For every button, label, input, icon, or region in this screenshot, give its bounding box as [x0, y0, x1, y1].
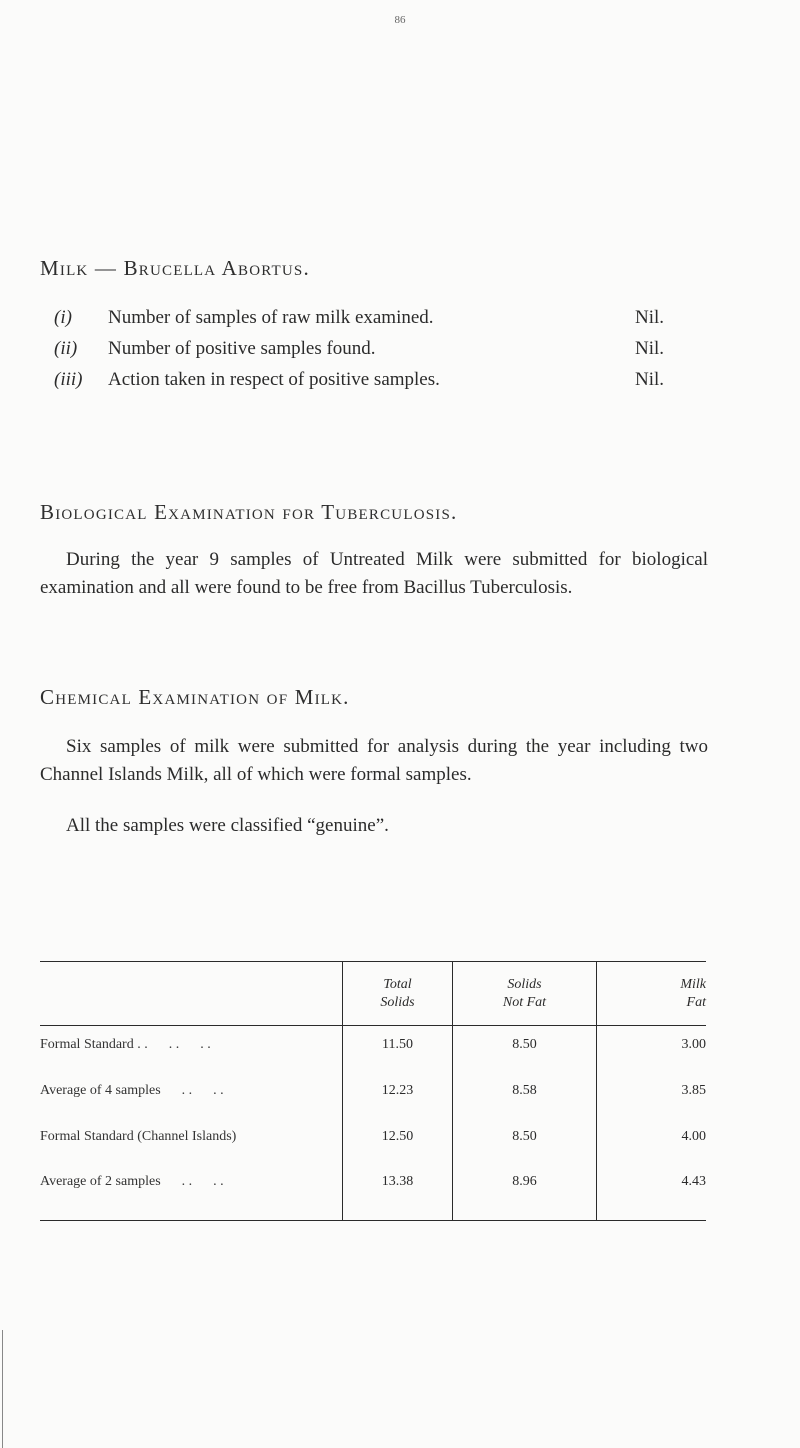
- page-edge-mark: [2, 1330, 3, 1448]
- cell-milk-fat: 4.43: [681, 1174, 706, 1189]
- column-header-line: Fat: [686, 995, 706, 1010]
- cell-solids-not-fat: 8.50: [512, 1129, 537, 1144]
- item-text: Action taken in respect of positive samples.: [108, 369, 440, 390]
- item-text: Number of samples of raw milk examined.: [108, 307, 434, 328]
- column-header-solids-not-fat: [453, 976, 596, 1012]
- chemical-heading: Chemical Examination of Milk.: [40, 685, 350, 709]
- chemical-paragraph: Six samples of milk were submitted for analysis during the year including two Channel Islands Milk, all of which were formal samples.: [40, 736, 708, 785]
- page-number: 86: [394, 14, 406, 26]
- cell-solids-not-fat: 8.96: [512, 1174, 537, 1189]
- cell-total-solids: 12.50: [381, 1129, 414, 1144]
- item-numeral: (i): [54, 307, 72, 328]
- column-header-line: Total: [383, 977, 412, 992]
- item-text: Number of positive samples found.: [108, 338, 376, 359]
- cell-milk-fat: 3.00: [681, 1037, 706, 1052]
- row-label: Formal Standard . . . . . .: [40, 1037, 211, 1052]
- item-numeral: (iii): [54, 369, 83, 390]
- row-label: Average of 2 samples . . . .: [40, 1174, 224, 1189]
- table-bottom-rule: [40, 1220, 706, 1221]
- column-header-total-solids: [343, 976, 452, 1012]
- table-top-rule: [40, 961, 706, 962]
- column-header-line: Not Fat: [502, 995, 547, 1010]
- column-header-line: Milk: [680, 977, 706, 992]
- cell-milk-fat: 3.85: [681, 1083, 706, 1098]
- cell-total-solids: 11.50: [382, 1037, 413, 1052]
- row-label: Average of 4 samples . . . .: [40, 1083, 224, 1098]
- chemical-note: All the samples were classified “genuine”.: [66, 815, 389, 836]
- item-value: Nil.: [635, 338, 665, 359]
- biological-paragraph: During the year 9 samples of Untreated Milk were submitted for biological examination and all were found to be free from Bacillus Tuberculosis.: [40, 549, 708, 598]
- cell-solids-not-fat: 8.50: [512, 1037, 537, 1052]
- brucella-heading: Milk — Brucella Abortus.: [40, 256, 310, 280]
- cell-solids-not-fat: 8.58: [512, 1083, 537, 1098]
- table-header-rule: [40, 1025, 706, 1026]
- cell-total-solids: 13.38: [381, 1174, 414, 1189]
- cell-total-solids: 12.23: [381, 1083, 414, 1098]
- item-numeral: (ii): [54, 338, 78, 359]
- cell-milk-fat: 4.00: [681, 1129, 706, 1144]
- column-header-line: Solids: [380, 995, 415, 1010]
- column-header-line: Solids: [507, 977, 542, 992]
- column-header-milk-fat: [597, 976, 706, 1012]
- item-value: Nil.: [635, 369, 665, 390]
- biological-heading: Biological Examination for Tuberculosis.: [40, 500, 458, 524]
- row-label: Formal Standard (Channel Islands): [40, 1129, 237, 1144]
- item-value: Nil.: [635, 307, 665, 328]
